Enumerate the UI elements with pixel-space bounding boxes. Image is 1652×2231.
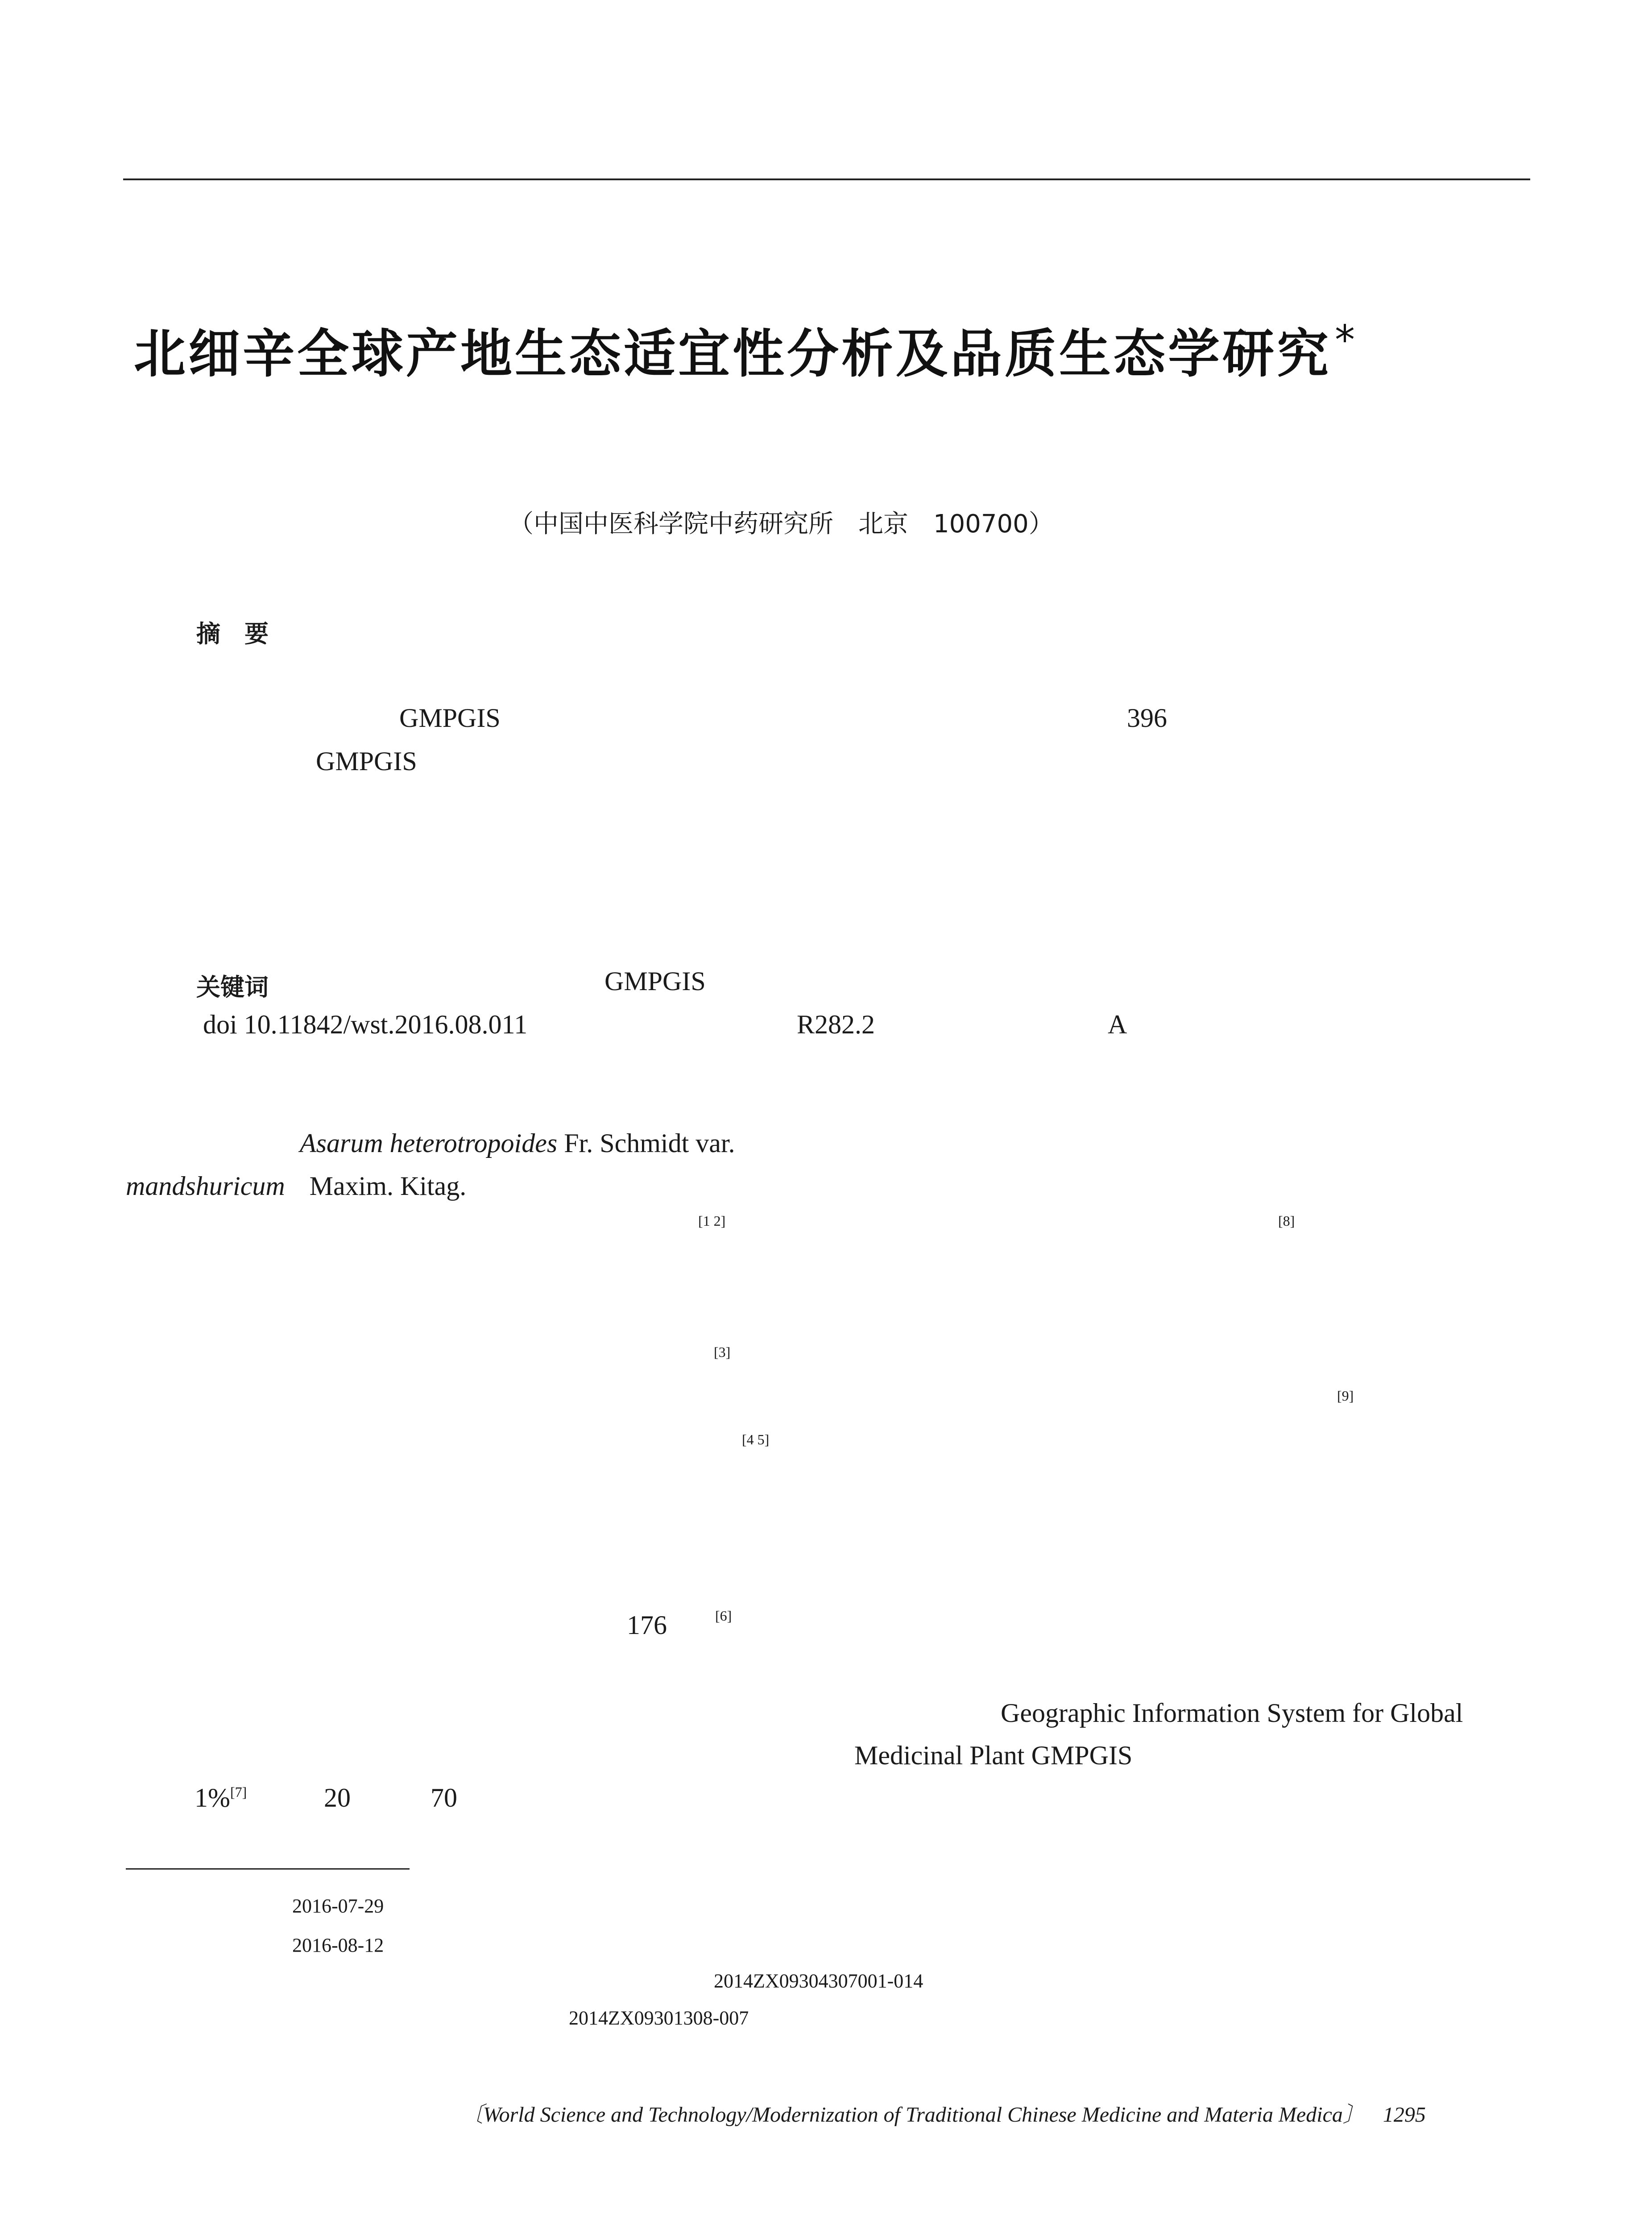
ref-9: [9] (1337, 1388, 1354, 1404)
abstract-gmpgis-1: GMPGIS (399, 703, 501, 733)
ref-3: [3] (714, 1344, 731, 1360)
species-name (300, 1128, 735, 1159)
variety-name (126, 1171, 466, 1202)
paper-title-text: 北细辛全球产地生态适宜性分析及品质生态学研究 (134, 324, 1331, 384)
keywords-heading: 关键词 (196, 973, 269, 1001)
affiliation: （中国中医科学院中药研究所 北京 100700） (509, 510, 1054, 539)
number-70: 70 (431, 1783, 457, 1812)
gmpgis-fullname-line2: Medicinal Plant GMPGIS (854, 1741, 1133, 1770)
number-176: 176 (627, 1610, 667, 1640)
title-footnote-mark: * (1335, 317, 1358, 364)
ref-8: [8] (1278, 1213, 1295, 1229)
ref-4-5: [4 5] (742, 1431, 770, 1447)
header-rule (123, 178, 1530, 180)
fund-number-2: 2014ZX09301308-007 (569, 2007, 749, 2029)
variety-roman: Maxim. Kitag. (309, 1171, 467, 1201)
paper-title (134, 312, 1358, 387)
species-italic: Asarum heterotropoides (300, 1128, 558, 1158)
fund-number-1: 2014ZX09304307001-014 (714, 1970, 923, 1992)
ref-1-2: [1 2] (698, 1213, 726, 1229)
gmpgis-fullname-line1: Geographic Information System for Global (1001, 1698, 1463, 1728)
page-number: 1295 (1383, 2103, 1426, 2127)
abstract-number-396: 396 (1127, 703, 1167, 733)
received-date: 2016-07-29 (292, 1895, 384, 1917)
document-code: A (1108, 1010, 1127, 1039)
ref-7: [7] (230, 1784, 247, 1800)
doi: doi 10.11842/wst.2016.08.011 (203, 1010, 528, 1039)
number-20: 20 (324, 1783, 351, 1812)
journal-name: 〔World Science and Technology/Modernization of Traditional Chinese Medicine and Materia Medica〕 (462, 2103, 1364, 2127)
journal-footer (462, 2097, 1426, 2128)
abstract-heading: 摘 要 (196, 620, 269, 648)
keywords-gmpgis: GMPGIS (604, 966, 706, 996)
species-roman: Fr. Schmidt var. (564, 1128, 735, 1158)
ref-6: [6] (715, 1608, 732, 1624)
variety-italic: mandshuricum (126, 1171, 285, 1201)
clc-number: R282.2 (797, 1010, 875, 1039)
percent-text: 1% (195, 1783, 230, 1812)
percent-value (195, 1783, 247, 1813)
abstract-gmpgis-2: GMPGIS (316, 746, 417, 776)
revised-date: 2016-08-12 (292, 1934, 384, 1956)
footnote-rule (126, 1868, 410, 1870)
